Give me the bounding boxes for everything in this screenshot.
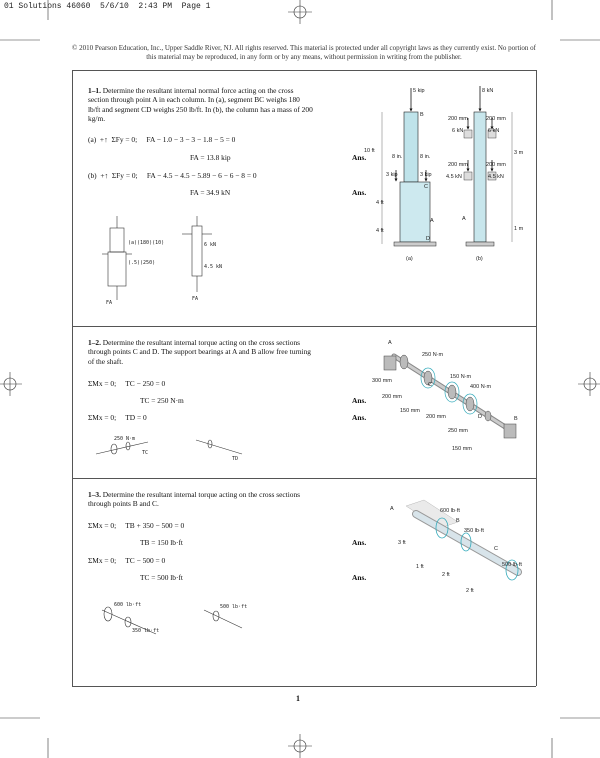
label-A: A <box>430 218 434 224</box>
eq-1-3-b: ΣMx = 0; TB + 350 − 500 = 0 <box>88 521 185 530</box>
answer-label: Ans. <box>352 538 367 547</box>
label-8kN: 8 kN <box>482 88 494 94</box>
label-10ft: 10 ft <box>364 148 375 154</box>
label-C: C <box>494 546 498 552</box>
answer-label: Ans. <box>352 573 367 582</box>
label-200mm-b: 200 mm <box>486 116 506 122</box>
svg-text:350 lb·ft: 350 lb·ft <box>132 628 160 634</box>
figure-1-3 <box>372 494 534 602</box>
frame-right <box>536 70 537 686</box>
frame-bottom <box>72 686 536 687</box>
divider-2 <box>72 478 536 479</box>
page-number: 1 <box>296 694 300 703</box>
label-250mm: 250 mm <box>448 428 468 434</box>
svg-text:TD: TD <box>232 456 239 462</box>
label-500lbft: 500 lb·ft <box>502 562 522 568</box>
label-5kip: 5 kip <box>413 88 425 94</box>
slug-line: 01 Solutions 46060 5/6/10 2:43 PM Page 1 <box>4 2 211 11</box>
label-150Nm: 150 N·m <box>450 374 472 380</box>
label-200mm-b: 200 mm <box>426 414 446 420</box>
label-3ft: 3 ft <box>398 540 406 546</box>
label-4ft-b: 4 ft <box>376 228 384 234</box>
label-200mm-a: 200 mm <box>382 394 402 400</box>
caption-b: (b) <box>476 256 483 262</box>
eq-1-3-c: ΣMx = 0; TC − 500 = 0 <box>88 556 166 565</box>
frame-top <box>72 70 536 71</box>
svg-text:(a)(180)(10): (a)(180)(10) <box>128 240 165 246</box>
svg-text:250 N·m: 250 N·m <box>114 436 136 442</box>
label-3kip-a: 3 kip <box>386 172 398 178</box>
eq-1-2-d: ΣMx = 0; TD = 0 <box>88 413 147 422</box>
sketch-1-2 <box>92 434 262 464</box>
label-4.5kN-a: 4.5 kN <box>446 174 462 180</box>
problem-1-3-statement: 1–3. Determine the resultant internal torque acting on the cross sections through points B and C. <box>88 490 301 509</box>
label-250Nm: 250 N·m <box>422 352 444 358</box>
eq-1-3-c-result: TC = 500 lb·ft <box>140 573 183 582</box>
label-150mm-a: 150 mm <box>400 408 420 414</box>
label-2ft-a: 2 ft <box>442 572 450 578</box>
label-D: D <box>426 236 430 242</box>
label-600lbft: 600 lb·ft <box>440 508 460 514</box>
svg-text:(.5)(250): (.5)(250) <box>128 260 156 266</box>
label-4ft-a: 4 ft <box>376 200 384 206</box>
label-1ft: 1 ft <box>416 564 424 570</box>
label-A: A <box>388 340 392 346</box>
figure-1-1 <box>360 84 532 266</box>
sketch-1-1 <box>92 214 252 304</box>
problem-1-1-statement: 1–1. Determine the resultant internal normal force acting on the cross section through point A in each column. In (a), segment BC weighs 180 lb/ft and segment CD weighs 250 lb/ft. In (b), the column has a mass of 200 kg/m. <box>88 86 313 124</box>
label-B: B <box>514 416 518 422</box>
figure-1-2 <box>370 334 534 456</box>
label-B: B <box>456 518 460 524</box>
eq-1-3-b-result: TB = 150 lb·ft <box>140 538 183 547</box>
label-300mm: 300 mm <box>372 378 392 384</box>
label-3m: 3 m <box>514 150 524 156</box>
eq-1-2-c-result: TC = 250 N·m <box>140 396 184 405</box>
sketch-1-3 <box>92 598 262 638</box>
label-1m: 1 m <box>514 226 524 232</box>
eq-1-1-a-result: FA = 13.8 kip <box>190 153 231 162</box>
label-B: B <box>420 112 424 118</box>
svg-text:500 lb·ft: 500 lb·ft <box>220 604 248 610</box>
copyright-notice: © 2010 Pearson Education, Inc., Upper Saddle River, NJ. All rights reserved. This material is protected under all copyright laws as they currently exist. No portion of this material may be reproduced, in any form or by any means, without permission in writing from the publisher. <box>72 44 536 61</box>
frame-left <box>72 70 73 686</box>
answer-label: Ans. <box>352 153 367 162</box>
label-2ft-b: 2 ft <box>466 588 474 594</box>
divider-1 <box>72 326 536 327</box>
problem-1-2-statement: 1–2. Determine the resultant internal torque acting on the cross sections through points C and D. The support bearings at A and B allow free turning of the shaft. <box>88 338 311 366</box>
label-A: A <box>390 506 394 512</box>
svg-text:600 lb·ft: 600 lb·ft <box>114 602 142 608</box>
eq-1-2-c: ΣMx = 0; TC − 250 = 0 <box>88 379 166 388</box>
answer-label: Ans. <box>352 188 367 197</box>
label-200mm-a: 200 mm <box>448 116 468 122</box>
answer-label: Ans. <box>352 396 367 405</box>
label-200mm-d: 200 mm <box>486 162 506 168</box>
eq-1-1-b: (b) +↑ ΣFy = 0; FA − 4.5 − 4.5 − 5.89 − 6 − 6 − 8 = 0 <box>88 171 257 180</box>
label-8in-a: 8 in. <box>392 154 403 160</box>
label-350lbft: 350 lb·ft <box>464 528 484 534</box>
label-4.5kN-b: 4.5 kN <box>488 174 504 180</box>
svg-text:FA: FA <box>106 300 113 304</box>
label-C: C <box>428 382 432 388</box>
label-200mm-c: 200 mm <box>448 162 468 168</box>
label-6kN-a: 6 kN <box>452 128 464 134</box>
label-150mm-b: 150 mm <box>452 446 472 452</box>
eq-1-1-b-result: FA = 34.9 kN <box>190 188 231 197</box>
svg-text:TC: TC <box>142 450 149 456</box>
eq-1-1-a: (a) +↑ ΣFy = 0; FA − 1.0 − 3 − 3 − 1.8 − 5 = 0 <box>88 135 236 144</box>
label-8in-b: 8 in. <box>420 154 431 160</box>
label-6kN-b: 6 kN <box>488 128 500 134</box>
svg-text:6 kN: 6 kN <box>204 242 217 248</box>
answer-label: Ans. <box>352 413 367 422</box>
svg-text:FA: FA <box>192 296 199 302</box>
svg-text:4.5 kN: 4.5 kN <box>204 264 223 270</box>
label-C: C <box>424 184 428 190</box>
label-A-b: A <box>462 216 466 222</box>
caption-a: (a) <box>406 256 413 262</box>
label-400Nm: 400 N·m <box>470 384 492 390</box>
label-D: D <box>478 414 482 420</box>
label-3kip-b: 3 kip <box>420 172 432 178</box>
